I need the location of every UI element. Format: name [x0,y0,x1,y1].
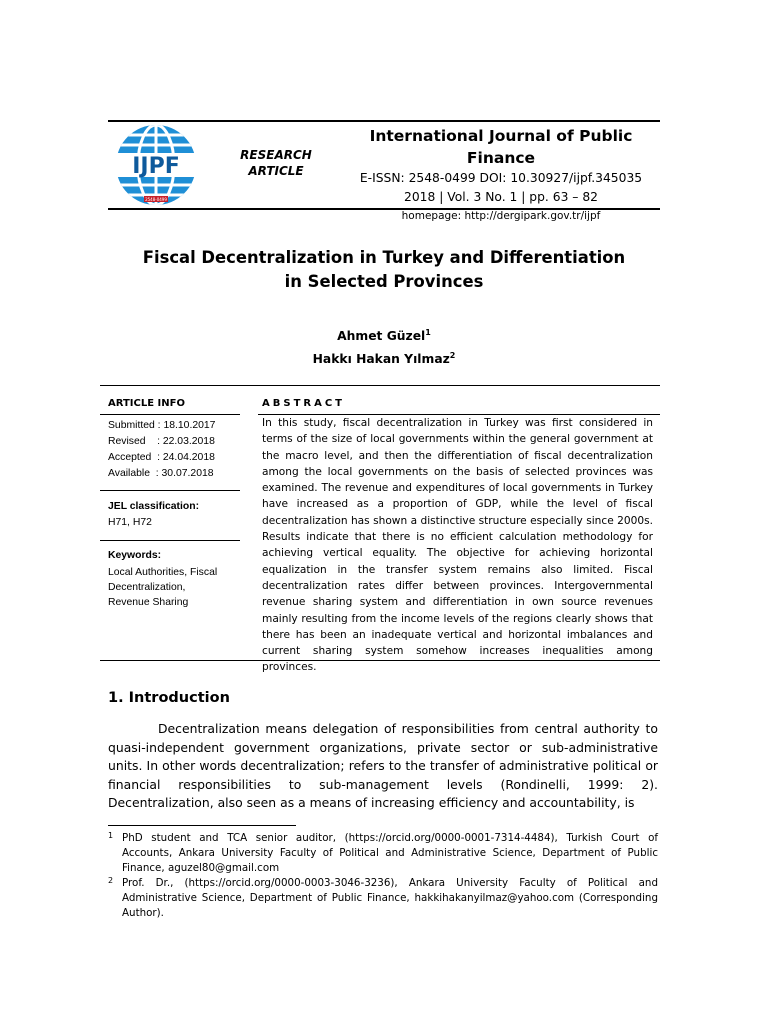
keywords-section [108,548,240,610]
journal-info [340,125,662,225]
date-available: Available : 30.07.2018 [108,468,214,479]
keyword-line-2: Decentralization, [108,582,186,593]
author-1-mark: 1 [425,328,431,337]
issue-info: 2018 | Vol. 3 No. 1 | pp. 63 – 82 [404,190,598,204]
header-top-rule [108,120,660,122]
section-heading-introduction: 1. Introduction [108,690,230,706]
keywords-rule [100,540,240,541]
author-1-name: Ahmet Güzel [337,329,426,344]
introduction-paragraph: Decentralization means delegation of responsibilities from central authority to quasi-independent government organizations, private sector or sub-administrative units. In other words decentralization; refers to the transfer of administrative political or financial responsibilities to sub-management levels (Rondinelli, 1999: 2). Decentralization, also seen as a means of increasing efficiency and accountability, is [108,721,658,810]
journal-title: International Journal of Public Finance [369,127,633,167]
info-left-rule [100,414,240,415]
keyword-line-1: Local Authorities, Fiscal [108,567,218,578]
jel-section [108,499,240,531]
keywords-heading: Keywords: [108,550,162,561]
jel-value: H71, H72 [108,517,152,528]
author-2-name: Hakkı Hakan Yılmaz [312,352,450,367]
footnote-2-mark: 2 [108,876,114,885]
footnote-separator [108,825,296,826]
journal-logo [108,123,204,207]
article-dates [108,418,240,482]
footnote-1-mark: 1 [108,831,114,840]
footnote-1-text: PhD student and TCA senior auditor, (https://orcid.org/0000-0001-7314-4484), Turkish Court of Accounts, Ankara University Faculty of Political and Administrative Science, Department of Public Finance, aguzel80@gmail.com [122,832,658,874]
date-accepted: Accepted : 24.04.2018 [108,452,215,463]
title-line-1: Fiscal Decentralization in Turkey and Differentiation [142,248,626,267]
footnote-2 [108,876,658,921]
keyword-line-3: Revenue Sharing [108,597,189,608]
abstract-text: In this study, fiscal decentralization in Turkey was first considered in terms of the size of local governments within the general government at the macro level, and then the differentiation of fiscal decentralization among the local governments on the basis of selected provinces was examined. The revenue and expenditures of local governments in Turkey have increased as a proportion of GDP, while the level of fiscal decentralization has shown a distinctive structure especially since 2000s. Results indicate that there is no efficient calculation methodology for achieving vertical equality. The objective for achieving horizontal equalization in the transfer system remains also limited. Fiscal decentralization rates differ between provinces. Intergovernmental revenue sharing system and differentiation in own source revenues mainly resulting from the income levels of the regions clearly shows that there has been an inadequate vertical and horizontal imbalances and current sharing system somehow increases inequalities among provinces. [262,417,653,674]
footnote-1 [108,831,658,876]
date-submitted: Submitted : 18.10.2017 [108,420,216,431]
date-revised: Revised : 22.03.2018 [108,436,215,447]
footnote-2-text: Prof. Dr., (https://orcid.org/0000-0003-3046-3236), Ankara University Faculty of Political and Administrative Science, Department of Public Finance, hakkihakanyilmaz@yahoo.com (Corresponding Author). [122,877,658,919]
author-2-mark: 2 [449,351,456,360]
article-type-label: RESEARCH ARTICLE [240,148,312,178]
logo-badge-text: 2548-0499 [145,197,167,202]
author-2 [200,351,568,366]
title-line-2: in Selected Provinces [284,272,484,291]
article-info-heading: ARTICLE INFO [108,398,185,409]
jel-heading: JEL classification: [108,501,200,512]
jel-rule [100,490,240,491]
logo-text: IJPF [132,154,180,179]
info-top-rule [100,385,660,386]
issn-doi: E-ISSN: 2548-0499 DOI: 10.30927/ijpf.345035 [359,171,643,185]
homepage-link[interactable]: homepage: http://dergipark.gov.tr/ijpf [401,210,601,222]
abstract-heading: ABSTRACT [262,398,345,409]
article-title [100,246,668,294]
author-1 [200,328,568,343]
